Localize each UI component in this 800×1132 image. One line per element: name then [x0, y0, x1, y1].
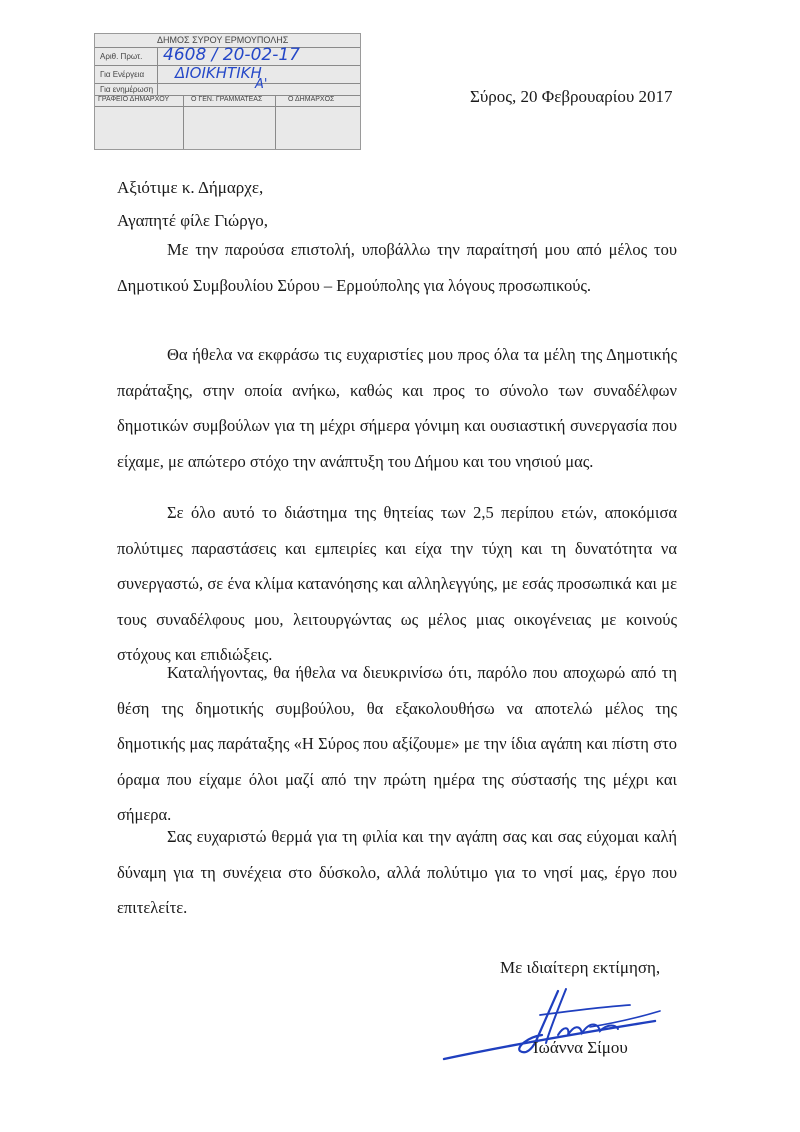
stamp-col-office: ΓΡΑΦΕΙΟ ΔΗΜΑΡΧΟΥ — [98, 96, 170, 103]
stamp-info-value: Α' — [255, 77, 268, 92]
closing-phrase: Με ιδιαίτερη εκτίμηση, — [500, 958, 661, 977]
salutation-formal: Αξιότιμε κ. Δήμαρχε, — [117, 178, 264, 197]
signer-name: Ιωάννα Σίμου — [533, 1038, 628, 1057]
stamp-divider — [275, 95, 276, 149]
paragraph-conclusion: Καταλήγοντας, θα ήθελα να διευκρινίσω ότι, παρόλο που αποχωρώ από τη θέση της δημοτικής συμβούλου, θα εξακολουθήσω να αποτελώ μέλος της δημοτικής μας παράταξης «Η Σύρος που αξίζουμε» με την ίδια αγάπη και πίστη στο όραμα που είχαμε όλοι μαζί από την πρώτη ημέρα της σύστασής της μέχρι και σήμερα. — [117, 663, 677, 824]
stamp-action-row — [95, 65, 360, 84]
stamp-protocol-label: Αριθ. Πρωτ. — [100, 52, 143, 61]
place-date: Σύρος, 20 Φεβρουαρίου 2017 — [470, 87, 673, 106]
paragraph-resignation: Με την παρούσα επιστολή, υποβάλλω την παραίτησή μου από μέλος του Δημοτικού Συμβουλίου Σύρου – Ερμούπολης για λόγους προσωπικούς. — [117, 240, 677, 295]
stamp-col-secretary: Ο ΓΕΝ. ΓΡΑΜΜΑΤΕΑΣ — [191, 96, 263, 103]
paragraph-experience: Σε όλο αυτό το διάστημα της θητείας των 2,5 περίπου ετών, αποκόμισα πολύτιμες παραστάσεις και εμπειρίες και είχα την τύχη και τη δυνατότητα να συνεργαστώ, σε ένα κλίμα κατανόησης και αλληλεγγύης, με εσάς προσωπικά και με τους συναδέλφους μου, λειτουργώντας ως μέλος μιας οικογένειας με κοινούς στόχους και επιδιώξεις. — [117, 503, 677, 664]
paragraph-thanks: Θα ήθελα να εκφράσω τις ευχαριστίες μου προς όλα τα μέλη της Δημοτικής παράταξης, στην οποία ανήκω, καθώς και προς το σύνολο των συναδέλφων δημοτικών συμβούλων για τη μέχρι σήμερα γόνιμη και ουσιαστική συνεργασία που είχαμε, με απώτερο στόχο την ανάπτυξη του Δήμου και του νησιού μας. — [117, 345, 677, 471]
stamp-action-label: Για Ενέργεια — [100, 70, 145, 79]
stamp-protocol-value: 4608 / 20-02-17 — [163, 45, 300, 65]
stamp-divider — [157, 47, 158, 95]
registration-stamp — [94, 33, 361, 150]
stamp-municipality: ΔΗΜΟΣ ΣΥΡΟΥ ΕΡΜΟΥΠΟΛΗΣ — [157, 35, 289, 45]
stamp-columns-row — [95, 95, 360, 107]
stamp-col-mayor: Ο ΔΗΜΑΡΧΟΣ — [288, 96, 335, 103]
salutation-personal: Αγαπητέ φίλε Γιώργο, — [117, 211, 268, 230]
stamp-action-value: ΔΙΟΙΚΗΤΙΚΗ — [175, 64, 262, 82]
stamp-divider — [183, 95, 184, 149]
stamp-info-label: Για ενημέρωση — [100, 85, 154, 94]
paragraph-farewell: Σας ευχαριστώ θερμά για τη φιλία και την αγάπη σας και σας εύχομαι καλή δύναμη για τη συνέχεια στο δύσκολο, αλλά πολύτιμο για το νησί μας, έργο που επιτελείτε. — [117, 827, 677, 917]
